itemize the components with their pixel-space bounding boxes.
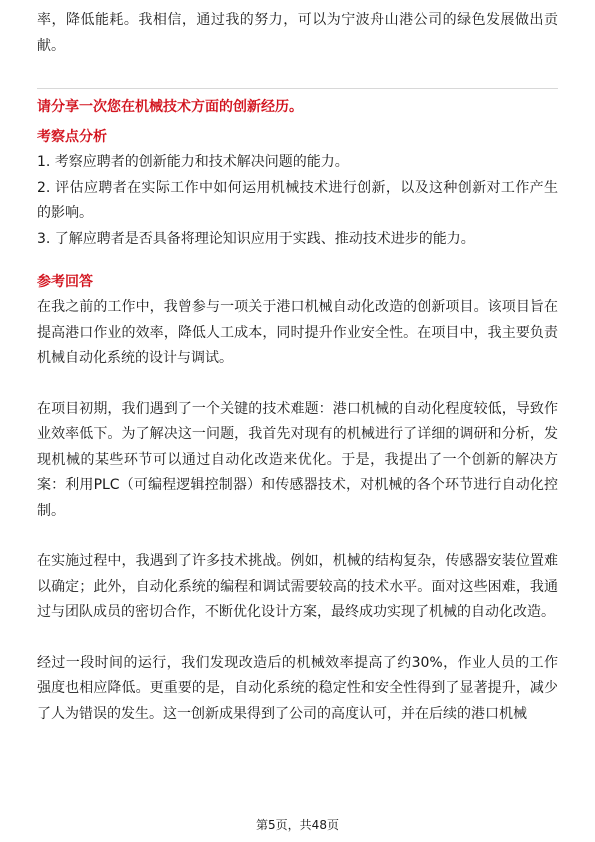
analysis-item-3: 3. 了解应聘者是否具备将理论知识应用于实践、推动技术进步的能力。 [37, 230, 475, 247]
answer-heading: 参考回答 [37, 274, 93, 290]
answer-paragraph-3: 在实施过程中，我遇到了许多技术挑战。例如，机械的结构复杂，传感器安装位置难以确定；此外，自动化系统的编程和调试需要较高的技术水平。面对这些困难，我通过与团队成员的密切合作，不断优化设计方案，最终成功实现了机械的自动化改造。 [37, 553, 558, 620]
answer-paragraph-1: 在我之前的工作中，我曾参与一项关于港口机械自动化改造的创新项目。该项目旨在提高港口作业的效率，降低人工成本，同时提升作业安全性。在项目中，我主要负责机械自动化系统的设计与调试。 [37, 299, 558, 366]
answer-body [37, 295, 558, 727]
document-page [37, 0, 558, 842]
answer-paragraph-2: 在项目初期，我们遇到了一个关键的技术难题：港口机械的自动化程度较低，导致作业效率低下。为了解决这一问题，我首先对现有的机械进行了详细的调研和分析，发现机械的某些环节可以通过自动化改造来优化。于是，我提出了一个创新的解决方案：利用PLC（可编程逻辑控制器）和传感器技术，对机械的各个环节进行自动化控制。 [37, 400, 558, 519]
analysis-list [37, 150, 558, 252]
page-number: 第5页，共48页 [256, 818, 339, 832]
question-title: 请分享一次您在机械技术方面的创新经历。 [37, 99, 303, 115]
analysis-item-2: 2. 评估应聘者在实际工作中如何运用机械技术进行创新，以及这种创新对工作产生的影响。 [37, 179, 558, 221]
section-divider [37, 88, 558, 89]
intro-paragraph: 率，降低能耗。我相信，通过我的努力，可以为宁波舟山港公司的绿色发展做出贡献。 [37, 12, 558, 54]
analysis-heading: 考察点分析 [37, 129, 107, 145]
analysis-item-1: 1. 考察应聘者的创新能力和技术解决问题的能力。 [37, 154, 349, 170]
answer-paragraph-4: 经过一段时间的运行，我们发现改造后的机械效率提高了约30%，作业人员的工作强度也相应降低。更重要的是，自动化系统的稳定性和安全性得到了显著提升，减少了人为错误的发生。这一创新成果得到了公司的高度认可，并在后续的港口机械 [37, 654, 558, 722]
